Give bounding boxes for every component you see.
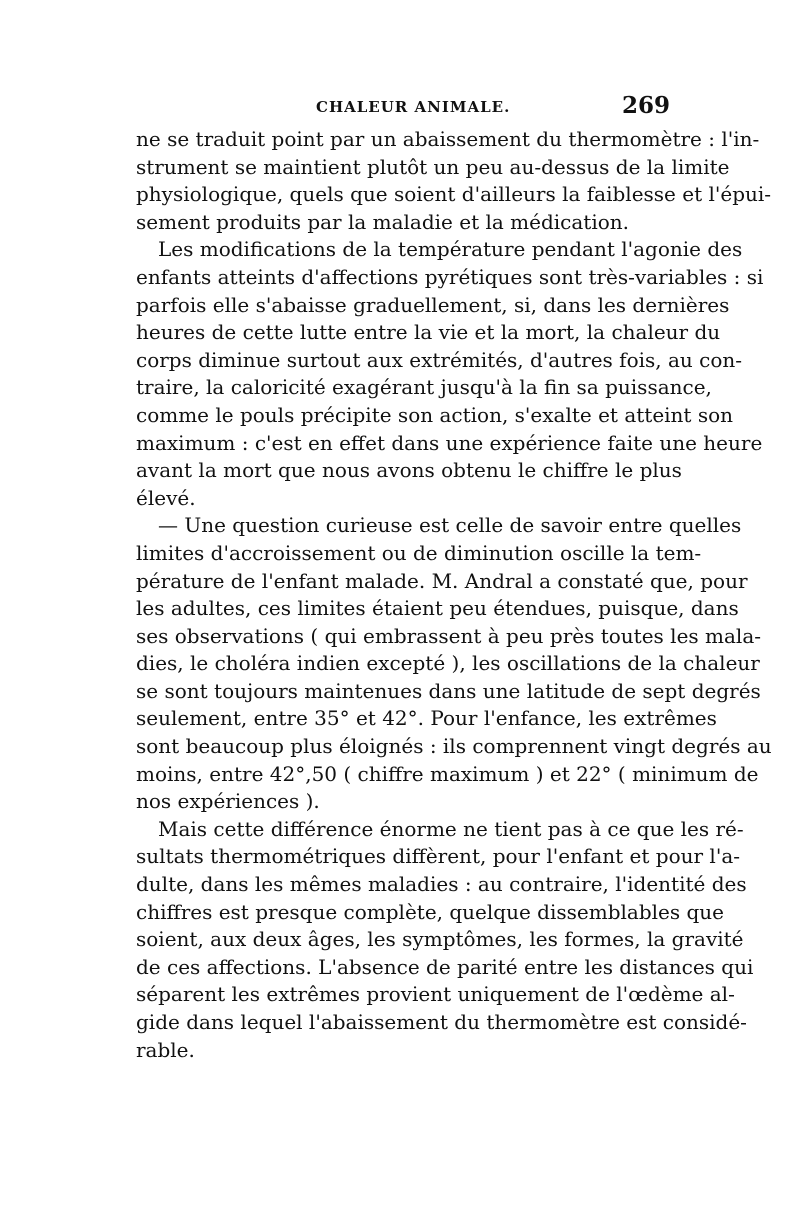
text-line: élevé. (136, 485, 196, 510)
text-line: sont beaucoup plus éloignés : ils comprennent vingt degrés au (136, 734, 772, 759)
text-line: de ces affections. L'absence de parité entre les distances qui (136, 954, 754, 979)
text-line: strument se maintient plutôt un peu au-dessus de la limite (136, 154, 730, 179)
text-line: traire, la caloricité exagérant jusqu'à la fin sa puissance, (136, 375, 712, 400)
text-line: moins, entre 42°,50 ( chiffre maximum ) et 22° ( minimum de (136, 761, 759, 786)
text-line: pérature de l'enfant malade. M. Andral a constaté que, pour (136, 568, 748, 593)
text-line: gide dans lequel l'abaissement du thermomètre est considé- (136, 1010, 747, 1034)
text-line: les adultes, ces limites étaient peu étendues, puisque, dans (136, 596, 739, 621)
text-line: séparent les extrêmes provient uniquement de l'œdème al- (136, 982, 735, 1007)
text-line: chiffres est presque complète, quelque dissemblables que (136, 899, 724, 924)
text-line: Les modifications de la température pendant l'agonie des (158, 237, 743, 262)
text-line: heures de cette lutte entre la vie et la mort, la chaleur du (136, 320, 721, 345)
text-line: nos expériences ). (136, 789, 320, 814)
text-line: ses observations ( qui embrassent à peu près toutes les mala- (136, 623, 761, 648)
text-line: sement produits par la maladie et la médication. (136, 209, 629, 234)
text-line: — Une question curieuse est celle de savoir entre quelles (158, 513, 742, 538)
text-line: ne se traduit point par un abaissement du thermomètre : l'in- (136, 127, 760, 151)
text-line: comme le pouls précipite son action, s'exalte et atteint son (136, 402, 734, 427)
page-number: 269 (621, 92, 670, 119)
text-line: soient, aux deux âges, les symptômes, les formes, la gravité (136, 927, 744, 952)
running-title: CHALEUR ANIMALE. (316, 98, 511, 116)
page-header (136, 92, 670, 122)
text-line: limites d'accroissement ou de diminution oscille la tem- (136, 540, 702, 565)
body-text (136, 126, 772, 1064)
text-line: corps diminue surtout aux extrémités, d'autres fois, au con- (136, 347, 743, 372)
text-line: sultats thermométriques diffèrent, pour l'enfant et pour l'a- (136, 844, 740, 869)
text-line: enfants atteints d'affections pyrétiques sont très-variables : si (136, 264, 764, 289)
text-line: parfois elle s'abaisse graduellement, si, dans les dernières (136, 292, 730, 317)
text-line: Mais cette différence énorme ne tient pas à ce que les ré- (158, 816, 744, 841)
text-line: seulement, entre 35° et 42°. Pour l'enfance, les extrêmes (136, 706, 717, 731)
text-line: se sont toujours maintenues dans une latitude de sept degrés (136, 678, 761, 703)
text-line: rable. (136, 1037, 195, 1062)
text-line: physiologique, quels que soient d'ailleurs la faiblesse et l'épui- (136, 182, 772, 207)
text-line: avant la mort que nous avons obtenu le chiffre le plus (136, 458, 682, 483)
text-line: dulte, dans les mêmes maladies : au contraire, l'identité des (136, 872, 747, 897)
text-line: maximum : c'est en effet dans une expérience faite une heure (136, 430, 763, 455)
text-line: dies, le choléra indien excepté ), les oscillations de la chaleur (136, 651, 760, 676)
